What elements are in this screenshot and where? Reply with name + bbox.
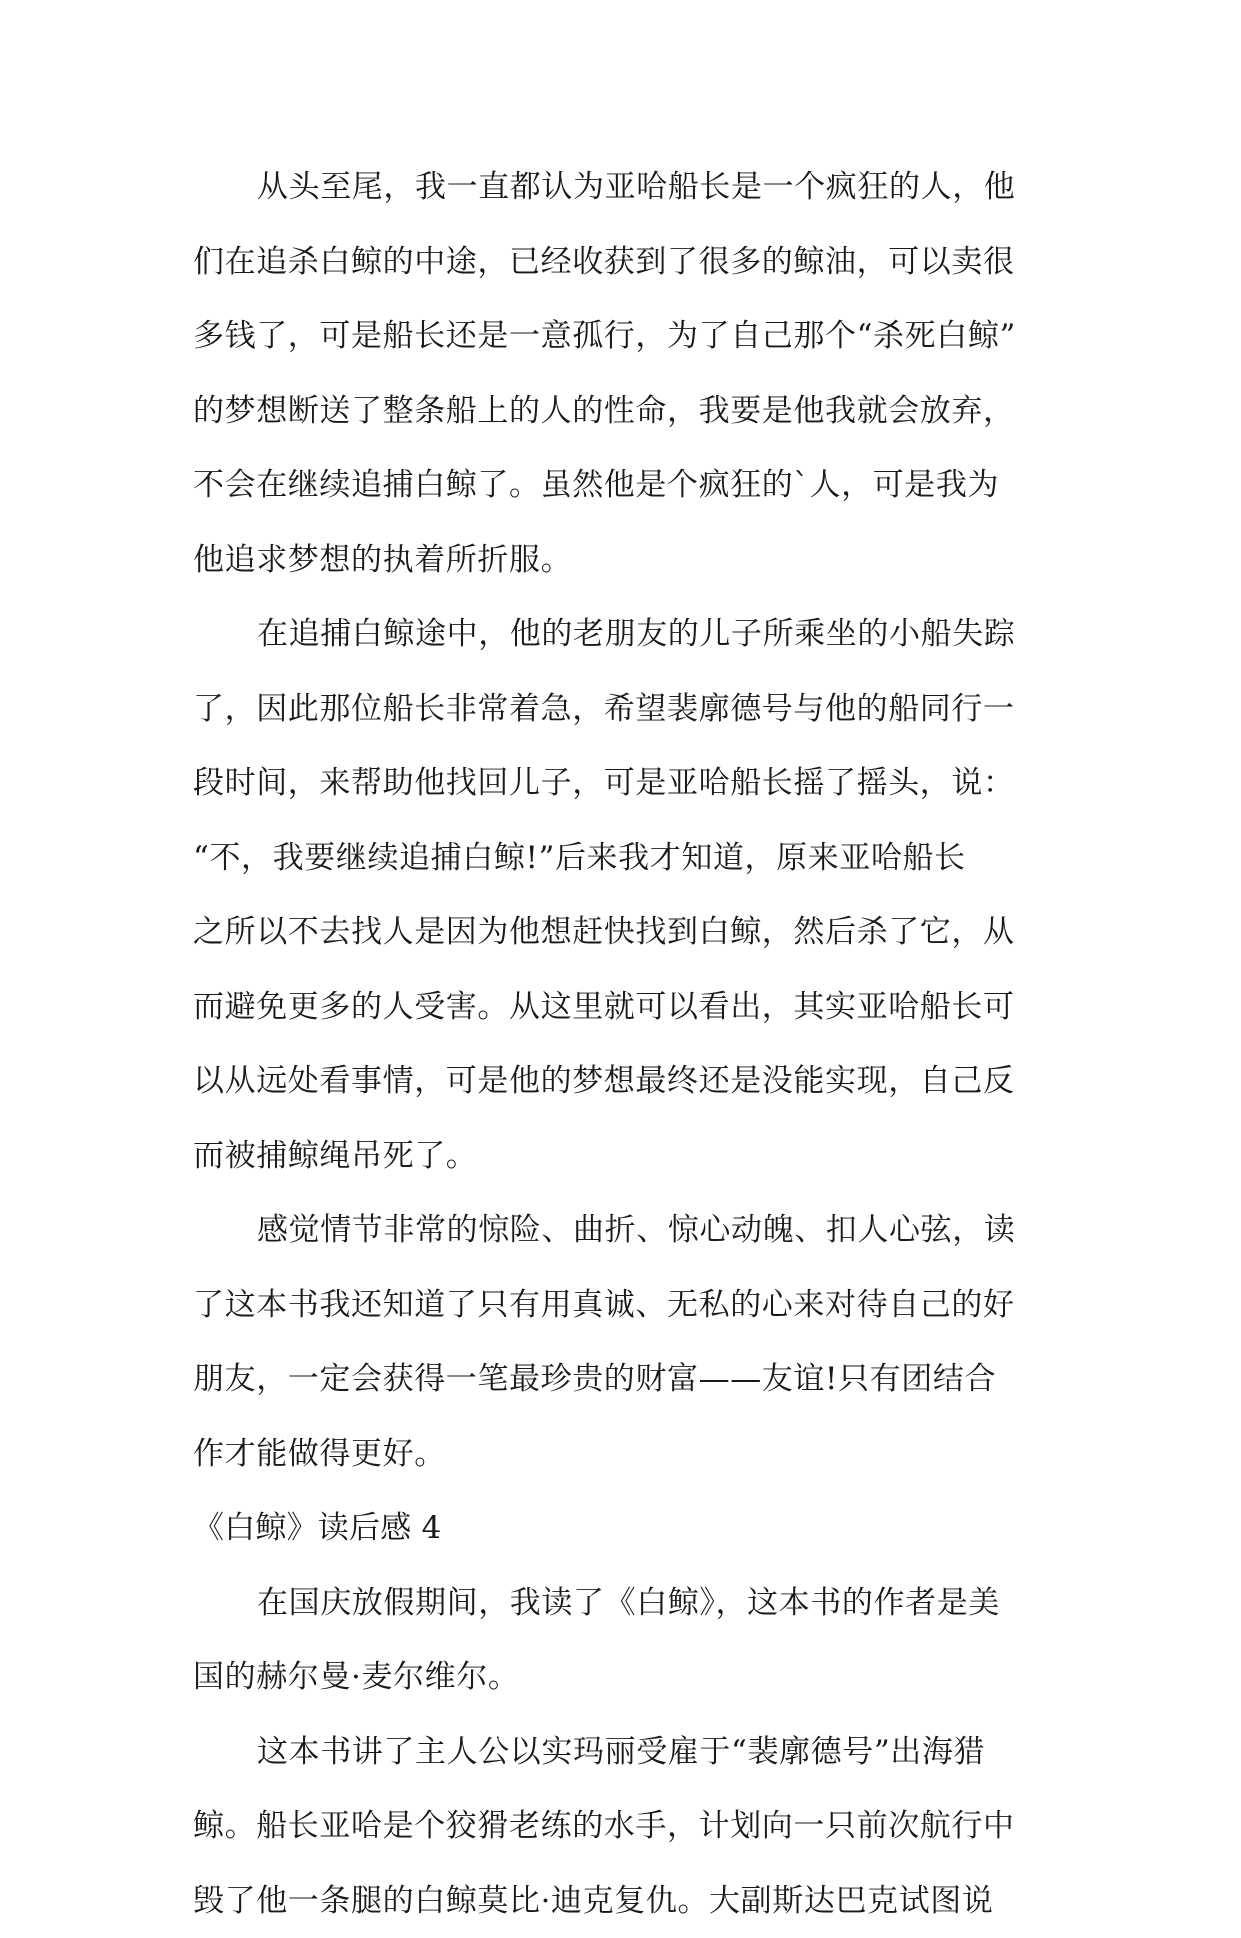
text-line: 们在追杀白鲸的中途，已经收获到了很多的鲸油，可以卖很 [193,225,1053,300]
text-line: 而避免更多的人受害。从这里就可以看出，其实亚哈船长可 [193,970,1053,1045]
text-line: 作才能做得更好。 [193,1417,1053,1492]
text-line: 朋友，一定会获得一笔最珍贵的财富——友谊!只有团结合 [193,1342,1053,1417]
text-line: 的梦想断送了整条船上的人的性命，我要是他我就会放弃， [193,374,1053,449]
text-line: 从头至尾，我一直都认为亚哈船长是一个疯狂的人，他 [193,150,1053,225]
section-heading: 《白鲸》读后感 4 [193,1491,1053,1566]
text-line: 了这本书我还知道了只有用真诚、无私的心来对待自己的好 [193,1268,1053,1343]
text-line: 而被捕鲸绳吊死了。 [193,1119,1053,1194]
text-line: 鲸。船长亚哈是个狡猾老练的水手，计划向一只前次航行中 [193,1789,1053,1864]
document-page [193,150,1053,1938]
text-line: 在追捕白鲸途中，他的老朋友的儿子所乘坐的小船失踪 [193,597,1053,672]
text-line: 毁了他一条腿的白鲸莫比·迪克复仇。大副斯达巴克试图说 [193,1864,1053,1938]
text-line: 感觉情节非常的惊险、曲折、惊心动魄、扣人心弦，读 [193,1193,1053,1268]
text-line: 段时间，来帮助他找回儿子，可是亚哈船长摇了摇头，说： [193,746,1053,821]
text-line: 不会在继续追捕白鲸了。虽然他是个疯狂的`人，可是我为 [193,448,1053,523]
text-line: 在国庆放假期间，我读了《白鲸》，这本书的作者是美 [193,1566,1053,1641]
text-line: 他追求梦想的执着所折服。 [193,523,1053,598]
text-line: 国的赫尔曼·麦尔维尔。 [193,1640,1053,1715]
text-line: 以从远处看事情，可是他的梦想最终还是没能实现，自己反 [193,1044,1053,1119]
text-line: 这本书讲了主人公以实玛丽受雇于“裴廓德号”出海猎 [193,1715,1053,1790]
text-line: 多钱了，可是船长还是一意孤行，为了自己那个“杀死白鲸” [193,299,1053,374]
text-line: “不，我要继续追捕白鲸!”后来我才知道，原来亚哈船长 [193,821,1053,896]
text-line: 之所以不去找人是因为他想赶快找到白鲸，然后杀了它，从 [193,895,1053,970]
text-line: 了，因此那位船长非常着急，希望裴廓德号与他的船同行一 [193,672,1053,747]
